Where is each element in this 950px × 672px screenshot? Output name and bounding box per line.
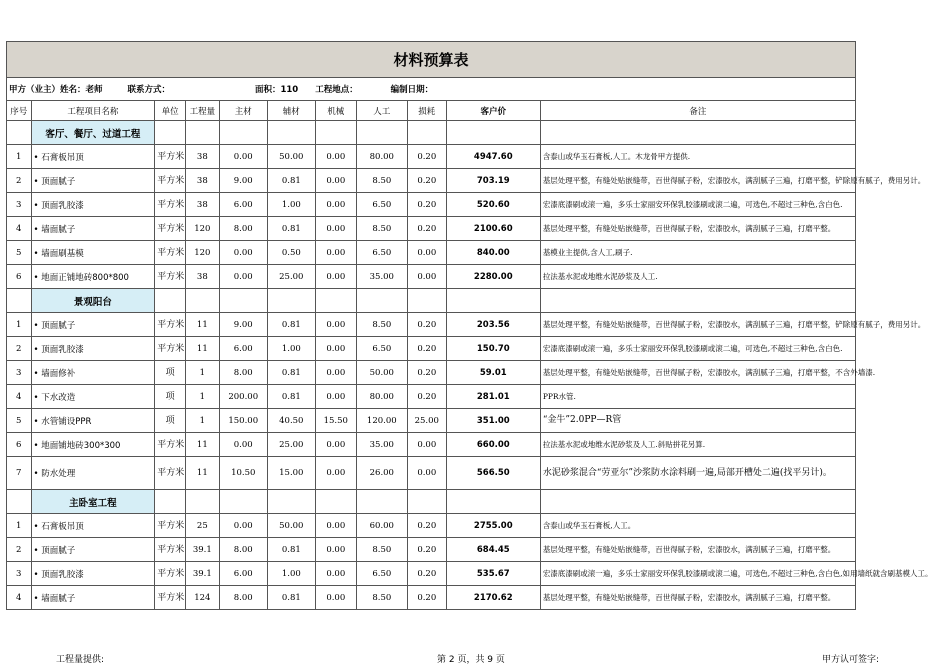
row-number: 4 <box>7 385 32 409</box>
main-material-cost: 8.00 <box>219 586 267 610</box>
section-blank-cell <box>155 490 186 514</box>
aux-material-cost: 50.00 <box>267 145 315 169</box>
table-row <box>7 337 856 361</box>
machinery-cost: 0.00 <box>315 169 356 193</box>
item-unit: 平方米 <box>155 433 186 457</box>
item-note: 基层处理平整，有缝处贴嵌缝带，百世得腻子粉，宏漆胶水，满刮腻子三遍，打磨平整，不含外墙漆. <box>540 361 855 385</box>
item-name: • 石膏板吊顶 <box>31 514 155 538</box>
table-row <box>7 385 856 409</box>
item-unit: 平方米 <box>155 265 186 289</box>
labor-cost: 8.50 <box>356 538 407 562</box>
customer-price: 2280.00 <box>446 265 540 289</box>
aux-material-cost: 1.00 <box>267 562 315 586</box>
item-note: 含泰山或华玉石膏板,人工。木龙骨甲方提供. <box>540 145 855 169</box>
labor-cost: 60.00 <box>356 514 407 538</box>
customer-price: 566.50 <box>446 457 540 490</box>
aux-material-cost: 50.00 <box>267 514 315 538</box>
item-note: “金牛”2.0PP—R管 <box>540 409 855 433</box>
contact-info: 联系方式： <box>127 85 170 95</box>
item-name: • 墙面腻子 <box>31 586 155 610</box>
column-header: 主材 <box>219 101 267 121</box>
row-number: 3 <box>7 193 32 217</box>
item-quantity: 1 <box>185 361 219 385</box>
row-number: 3 <box>7 562 32 586</box>
table-row <box>7 586 856 610</box>
owner-name: 甲方（业主）姓名：老师 <box>9 85 103 95</box>
item-unit: 平方米 <box>155 586 186 610</box>
table-row <box>7 361 856 385</box>
section-blank-cell <box>155 121 186 145</box>
item-quantity: 38 <box>185 145 219 169</box>
section-blank-cell <box>7 490 32 514</box>
item-quantity: 1 <box>185 409 219 433</box>
section-title: 景观阳台 <box>31 289 155 313</box>
section-blank-cell <box>540 121 855 145</box>
section-blank-cell <box>315 289 356 313</box>
main-material-cost: 200.00 <box>219 385 267 409</box>
item-name: • 地面正铺地砖800*800 <box>31 265 155 289</box>
machinery-cost: 0.00 <box>315 385 356 409</box>
section-blank-cell <box>356 289 407 313</box>
item-quantity: 38 <box>185 265 219 289</box>
project-info <box>7 78 856 101</box>
item-quantity: 11 <box>185 337 219 361</box>
item-quantity: 11 <box>185 433 219 457</box>
section-blank-cell <box>356 490 407 514</box>
row-number: 3 <box>7 361 32 385</box>
customer-price: 150.70 <box>446 337 540 361</box>
item-unit: 平方米 <box>155 538 186 562</box>
item-quantity: 120 <box>185 217 219 241</box>
item-name: • 水管铺设PPR <box>31 409 155 433</box>
main-material-cost: 8.00 <box>219 217 267 241</box>
item-quantity: 124 <box>185 586 219 610</box>
column-header: 单位 <box>155 101 186 121</box>
table-row <box>7 457 856 490</box>
item-quantity: 25 <box>185 514 219 538</box>
machinery-cost: 0.00 <box>315 313 356 337</box>
section-blank-cell <box>267 121 315 145</box>
customer-price: 840.00 <box>446 241 540 265</box>
area-info: 面积：110 <box>254 85 299 95</box>
item-note: 拉法基水泥或地维水泥砂浆及人工.斜贴拼花另算. <box>540 433 855 457</box>
item-quantity: 39.1 <box>185 538 219 562</box>
item-unit: 平方米 <box>155 169 186 193</box>
column-header: 辅材 <box>267 101 315 121</box>
labor-cost: 8.50 <box>356 217 407 241</box>
labor-cost: 50.00 <box>356 361 407 385</box>
item-unit: 平方米 <box>155 145 186 169</box>
page-footer <box>0 652 950 664</box>
table-row <box>7 193 856 217</box>
item-quantity: 120 <box>185 241 219 265</box>
loss-rate: 0.20 <box>407 586 446 610</box>
item-name: • 顶面腻子 <box>31 169 155 193</box>
item-note: 基模业主提供,含人工,刷子. <box>540 241 855 265</box>
item-quantity: 1 <box>185 385 219 409</box>
column-header: 备注 <box>540 101 855 121</box>
row-number: 2 <box>7 538 32 562</box>
item-unit: 项 <box>155 409 186 433</box>
labor-cost: 120.00 <box>356 409 407 433</box>
loss-rate: 0.20 <box>407 169 446 193</box>
item-note: 水泥砂浆混合“劳亚尔”沙浆防水涂料刷一遍,局部开槽处二遍(找平另计)。 <box>540 457 855 490</box>
machinery-cost: 15.50 <box>315 409 356 433</box>
loss-rate: 0.20 <box>407 385 446 409</box>
item-name: • 地面铺地砖300*300 <box>31 433 155 457</box>
main-material-cost: 8.00 <box>219 361 267 385</box>
machinery-cost: 0.00 <box>315 514 356 538</box>
loss-rate: 0.00 <box>407 265 446 289</box>
table-row <box>7 241 856 265</box>
loss-rate: 0.20 <box>407 313 446 337</box>
item-note: 宏漆底漆刷或滚一遍，多乐士家丽安环保乳胶漆刷或滚二遍，可选色,不超过三种色,含白色. <box>540 193 855 217</box>
section-blank-cell <box>407 121 446 145</box>
column-header: 序号 <box>7 101 32 121</box>
column-header: 人工 <box>356 101 407 121</box>
item-unit: 平方米 <box>155 217 186 241</box>
column-header: 工程量 <box>185 101 219 121</box>
item-unit: 项 <box>155 361 186 385</box>
page-title: 材料预算表 <box>7 42 856 78</box>
loss-rate: 0.00 <box>407 241 446 265</box>
item-name: • 下水改造 <box>31 385 155 409</box>
customer-price: 2100.60 <box>446 217 540 241</box>
item-note: 宏漆底漆刷或滚一遍，多乐士家丽安环保乳胶漆刷或滚二遍，可选色,不超过三种色,含白色. <box>540 337 855 361</box>
footer-approval-signature: 甲方认可签字: <box>822 655 880 665</box>
item-name: • 顶面乳胶漆 <box>31 193 155 217</box>
machinery-cost: 0.00 <box>315 457 356 490</box>
aux-material-cost: 0.81 <box>267 538 315 562</box>
row-number: 1 <box>7 313 32 337</box>
machinery-cost: 0.00 <box>315 562 356 586</box>
row-number: 4 <box>7 217 32 241</box>
customer-price: 684.45 <box>446 538 540 562</box>
table-row <box>7 169 856 193</box>
table-row <box>7 562 856 586</box>
table-row <box>7 265 856 289</box>
labor-cost: 8.50 <box>356 169 407 193</box>
section-blank-cell <box>446 490 540 514</box>
loss-rate: 0.20 <box>407 145 446 169</box>
customer-price: 535.67 <box>446 562 540 586</box>
column-header: 工程项目名称 <box>31 101 155 121</box>
section-blank-cell <box>219 490 267 514</box>
section-blank-cell <box>315 121 356 145</box>
loss-rate: 0.20 <box>407 361 446 385</box>
item-unit: 平方米 <box>155 562 186 586</box>
main-material-cost: 8.00 <box>219 538 267 562</box>
customer-price: 660.00 <box>446 433 540 457</box>
main-material-cost: 0.00 <box>219 514 267 538</box>
aux-material-cost: 15.00 <box>267 457 315 490</box>
table-row <box>7 145 856 169</box>
labor-cost: 80.00 <box>356 145 407 169</box>
item-unit: 平方米 <box>155 457 186 490</box>
loss-rate: 0.00 <box>407 433 446 457</box>
section-header-row <box>7 121 856 145</box>
budget-table <box>6 41 933 610</box>
section-blank-cell <box>185 121 219 145</box>
loss-rate: 0.20 <box>407 538 446 562</box>
row-number: 4 <box>7 586 32 610</box>
section-blank-cell <box>315 490 356 514</box>
aux-material-cost: 0.81 <box>267 361 315 385</box>
section-blank-cell <box>185 490 219 514</box>
customer-price: 2170.62 <box>446 586 540 610</box>
customer-price: 351.00 <box>446 409 540 433</box>
section-blank-cell <box>446 289 540 313</box>
customer-price: 281.01 <box>446 385 540 409</box>
item-unit: 平方米 <box>155 241 186 265</box>
aux-material-cost: 25.00 <box>267 433 315 457</box>
section-blank-cell <box>407 289 446 313</box>
item-unit: 平方米 <box>155 337 186 361</box>
section-blank-cell <box>540 490 855 514</box>
labor-cost: 6.50 <box>356 562 407 586</box>
main-material-cost: 10.50 <box>219 457 267 490</box>
aux-material-cost: 1.00 <box>267 337 315 361</box>
item-name: • 墙面刷基模 <box>31 241 155 265</box>
row-number: 5 <box>7 241 32 265</box>
aux-material-cost: 0.81 <box>267 217 315 241</box>
machinery-cost: 0.00 <box>315 586 356 610</box>
item-note: 基层处理平整，有缝处贴嵌缝带，百世得腻子粉，宏漆胶水，满刮腻子三遍，打磨平整，铲除原有腻子，费用另计。 <box>540 313 855 337</box>
main-material-cost: 6.00 <box>219 562 267 586</box>
section-blank-cell <box>267 490 315 514</box>
footer-quantity-provider: 工程量提供: <box>56 655 105 665</box>
labor-cost: 8.50 <box>356 586 407 610</box>
main-material-cost: 0.00 <box>219 265 267 289</box>
loss-rate: 0.00 <box>407 457 446 490</box>
table-row <box>7 514 856 538</box>
machinery-cost: 0.00 <box>315 193 356 217</box>
row-number: 6 <box>7 265 32 289</box>
item-name: • 顶面腻子 <box>31 538 155 562</box>
machinery-cost: 0.00 <box>315 538 356 562</box>
section-title: 主卧室工程 <box>31 490 155 514</box>
aux-material-cost: 0.81 <box>267 385 315 409</box>
section-blank-cell <box>540 289 855 313</box>
main-material-cost: 150.00 <box>219 409 267 433</box>
table-row <box>7 433 856 457</box>
main-material-cost: 6.00 <box>219 337 267 361</box>
item-note: 基层处理平整，有缝处贴嵌缝带，百世得腻子粉，宏漆胶水，满刮腻子三遍，打磨平整。 <box>540 586 855 610</box>
section-blank-cell <box>219 289 267 313</box>
labor-cost: 80.00 <box>356 385 407 409</box>
section-header-row <box>7 289 856 313</box>
item-note: 基层处理平整，有缝处贴嵌缝带，百世得腻子粉，宏漆胶水，满刮腻子三遍，打磨平整。 <box>540 217 855 241</box>
loss-rate: 0.20 <box>407 217 446 241</box>
row-number: 1 <box>7 514 32 538</box>
section-blank-cell <box>7 121 32 145</box>
customer-price: 59.01 <box>446 361 540 385</box>
customer-price: 203.56 <box>446 313 540 337</box>
section-blank-cell <box>407 490 446 514</box>
loss-rate: 0.20 <box>407 562 446 586</box>
row-number: 2 <box>7 169 32 193</box>
row-number: 1 <box>7 145 32 169</box>
location-info: 工程地点： <box>315 85 358 95</box>
machinery-cost: 0.00 <box>315 433 356 457</box>
section-blank-cell <box>267 289 315 313</box>
section-blank-cell <box>356 121 407 145</box>
section-blank-cell <box>7 289 32 313</box>
column-header: 机械 <box>315 101 356 121</box>
row-number: 7 <box>7 457 32 490</box>
machinery-cost: 0.00 <box>315 241 356 265</box>
main-material-cost: 6.00 <box>219 193 267 217</box>
item-name: • 顶面乳胶漆 <box>31 562 155 586</box>
item-note: 宏漆底漆刷或滚一遍，多乐士家丽安环保乳胶漆刷或滚二遍，可选色,不超过三种色,含白色,如用墙纸就含刷基模人工。 <box>540 562 855 586</box>
section-header-row <box>7 490 856 514</box>
column-header: 客户价 <box>446 101 540 121</box>
loss-rate: 25.00 <box>407 409 446 433</box>
item-name: • 顶面腻子 <box>31 313 155 337</box>
main-material-cost: 0.00 <box>219 433 267 457</box>
loss-rate: 0.20 <box>407 337 446 361</box>
row-number: 5 <box>7 409 32 433</box>
aux-material-cost: 0.81 <box>267 586 315 610</box>
main-material-cost: 9.00 <box>219 169 267 193</box>
labor-cost: 8.50 <box>356 313 407 337</box>
item-quantity: 38 <box>185 169 219 193</box>
labor-cost: 35.00 <box>356 265 407 289</box>
item-unit: 平方米 <box>155 313 186 337</box>
item-name: • 防水处理 <box>31 457 155 490</box>
aux-material-cost: 0.81 <box>267 313 315 337</box>
item-note: 含泰山或华玉石膏板,人工。 <box>540 514 855 538</box>
table-row <box>7 313 856 337</box>
labor-cost: 6.50 <box>356 241 407 265</box>
item-unit: 平方米 <box>155 514 186 538</box>
item-quantity: 39.1 <box>185 562 219 586</box>
machinery-cost: 0.00 <box>315 265 356 289</box>
column-header: 损耗 <box>407 101 446 121</box>
item-name: • 墙面修补 <box>31 361 155 385</box>
aux-material-cost: 25.00 <box>267 265 315 289</box>
date-info: 编制日期： <box>390 85 434 95</box>
item-note: 拉法基水泥或地维水泥砂浆及人工. <box>540 265 855 289</box>
main-material-cost: 9.00 <box>219 313 267 337</box>
labor-cost: 6.50 <box>356 337 407 361</box>
labor-cost: 6.50 <box>356 193 407 217</box>
section-title: 客厅、餐厅、过道工程 <box>31 121 155 145</box>
item-quantity: 38 <box>185 193 219 217</box>
section-blank-cell <box>219 121 267 145</box>
section-blank-cell <box>185 289 219 313</box>
machinery-cost: 0.00 <box>315 217 356 241</box>
labor-cost: 26.00 <box>356 457 407 490</box>
customer-price: 4947.60 <box>446 145 540 169</box>
machinery-cost: 0.00 <box>315 361 356 385</box>
item-note: 基层处理平整，有缝处贴嵌缝带，百世得腻子粉，宏漆胶水，满刮腻子三遍，打磨平整。 <box>540 538 855 562</box>
customer-price: 703.19 <box>446 169 540 193</box>
item-quantity: 11 <box>185 313 219 337</box>
customer-price: 2755.00 <box>446 514 540 538</box>
section-blank-cell <box>155 289 186 313</box>
item-quantity: 11 <box>185 457 219 490</box>
row-number: 6 <box>7 433 32 457</box>
item-name: • 石膏板吊顶 <box>31 145 155 169</box>
item-name: • 顶面乳胶漆 <box>31 337 155 361</box>
table-row <box>7 217 856 241</box>
main-material-cost: 0.00 <box>219 145 267 169</box>
customer-price: 520.60 <box>446 193 540 217</box>
row-number: 2 <box>7 337 32 361</box>
aux-material-cost: 0.81 <box>267 169 315 193</box>
item-unit: 平方米 <box>155 193 186 217</box>
table-row <box>7 538 856 562</box>
aux-material-cost: 1.00 <box>267 193 315 217</box>
section-blank-cell <box>446 121 540 145</box>
item-unit: 项 <box>155 385 186 409</box>
machinery-cost: 0.00 <box>315 145 356 169</box>
item-name: • 墙面腻子 <box>31 217 155 241</box>
main-material-cost: 0.00 <box>219 241 267 265</box>
aux-material-cost: 40.50 <box>267 409 315 433</box>
item-note: 基层处理平整，有缝处贴嵌缝带，百世得腻子粉，宏漆胶水，满刮腻子三遍，打磨平整，铲除原有腻子，费用另计。 <box>540 169 855 193</box>
loss-rate: 0.20 <box>407 193 446 217</box>
labor-cost: 35.00 <box>356 433 407 457</box>
loss-rate: 0.20 <box>407 514 446 538</box>
aux-material-cost: 0.50 <box>267 241 315 265</box>
header-row <box>7 101 856 121</box>
footer-page-number: 第 2 页，共 9 页 <box>437 655 505 665</box>
machinery-cost: 0.00 <box>315 337 356 361</box>
item-note: PPR水管. <box>540 385 855 409</box>
table-row <box>7 409 856 433</box>
